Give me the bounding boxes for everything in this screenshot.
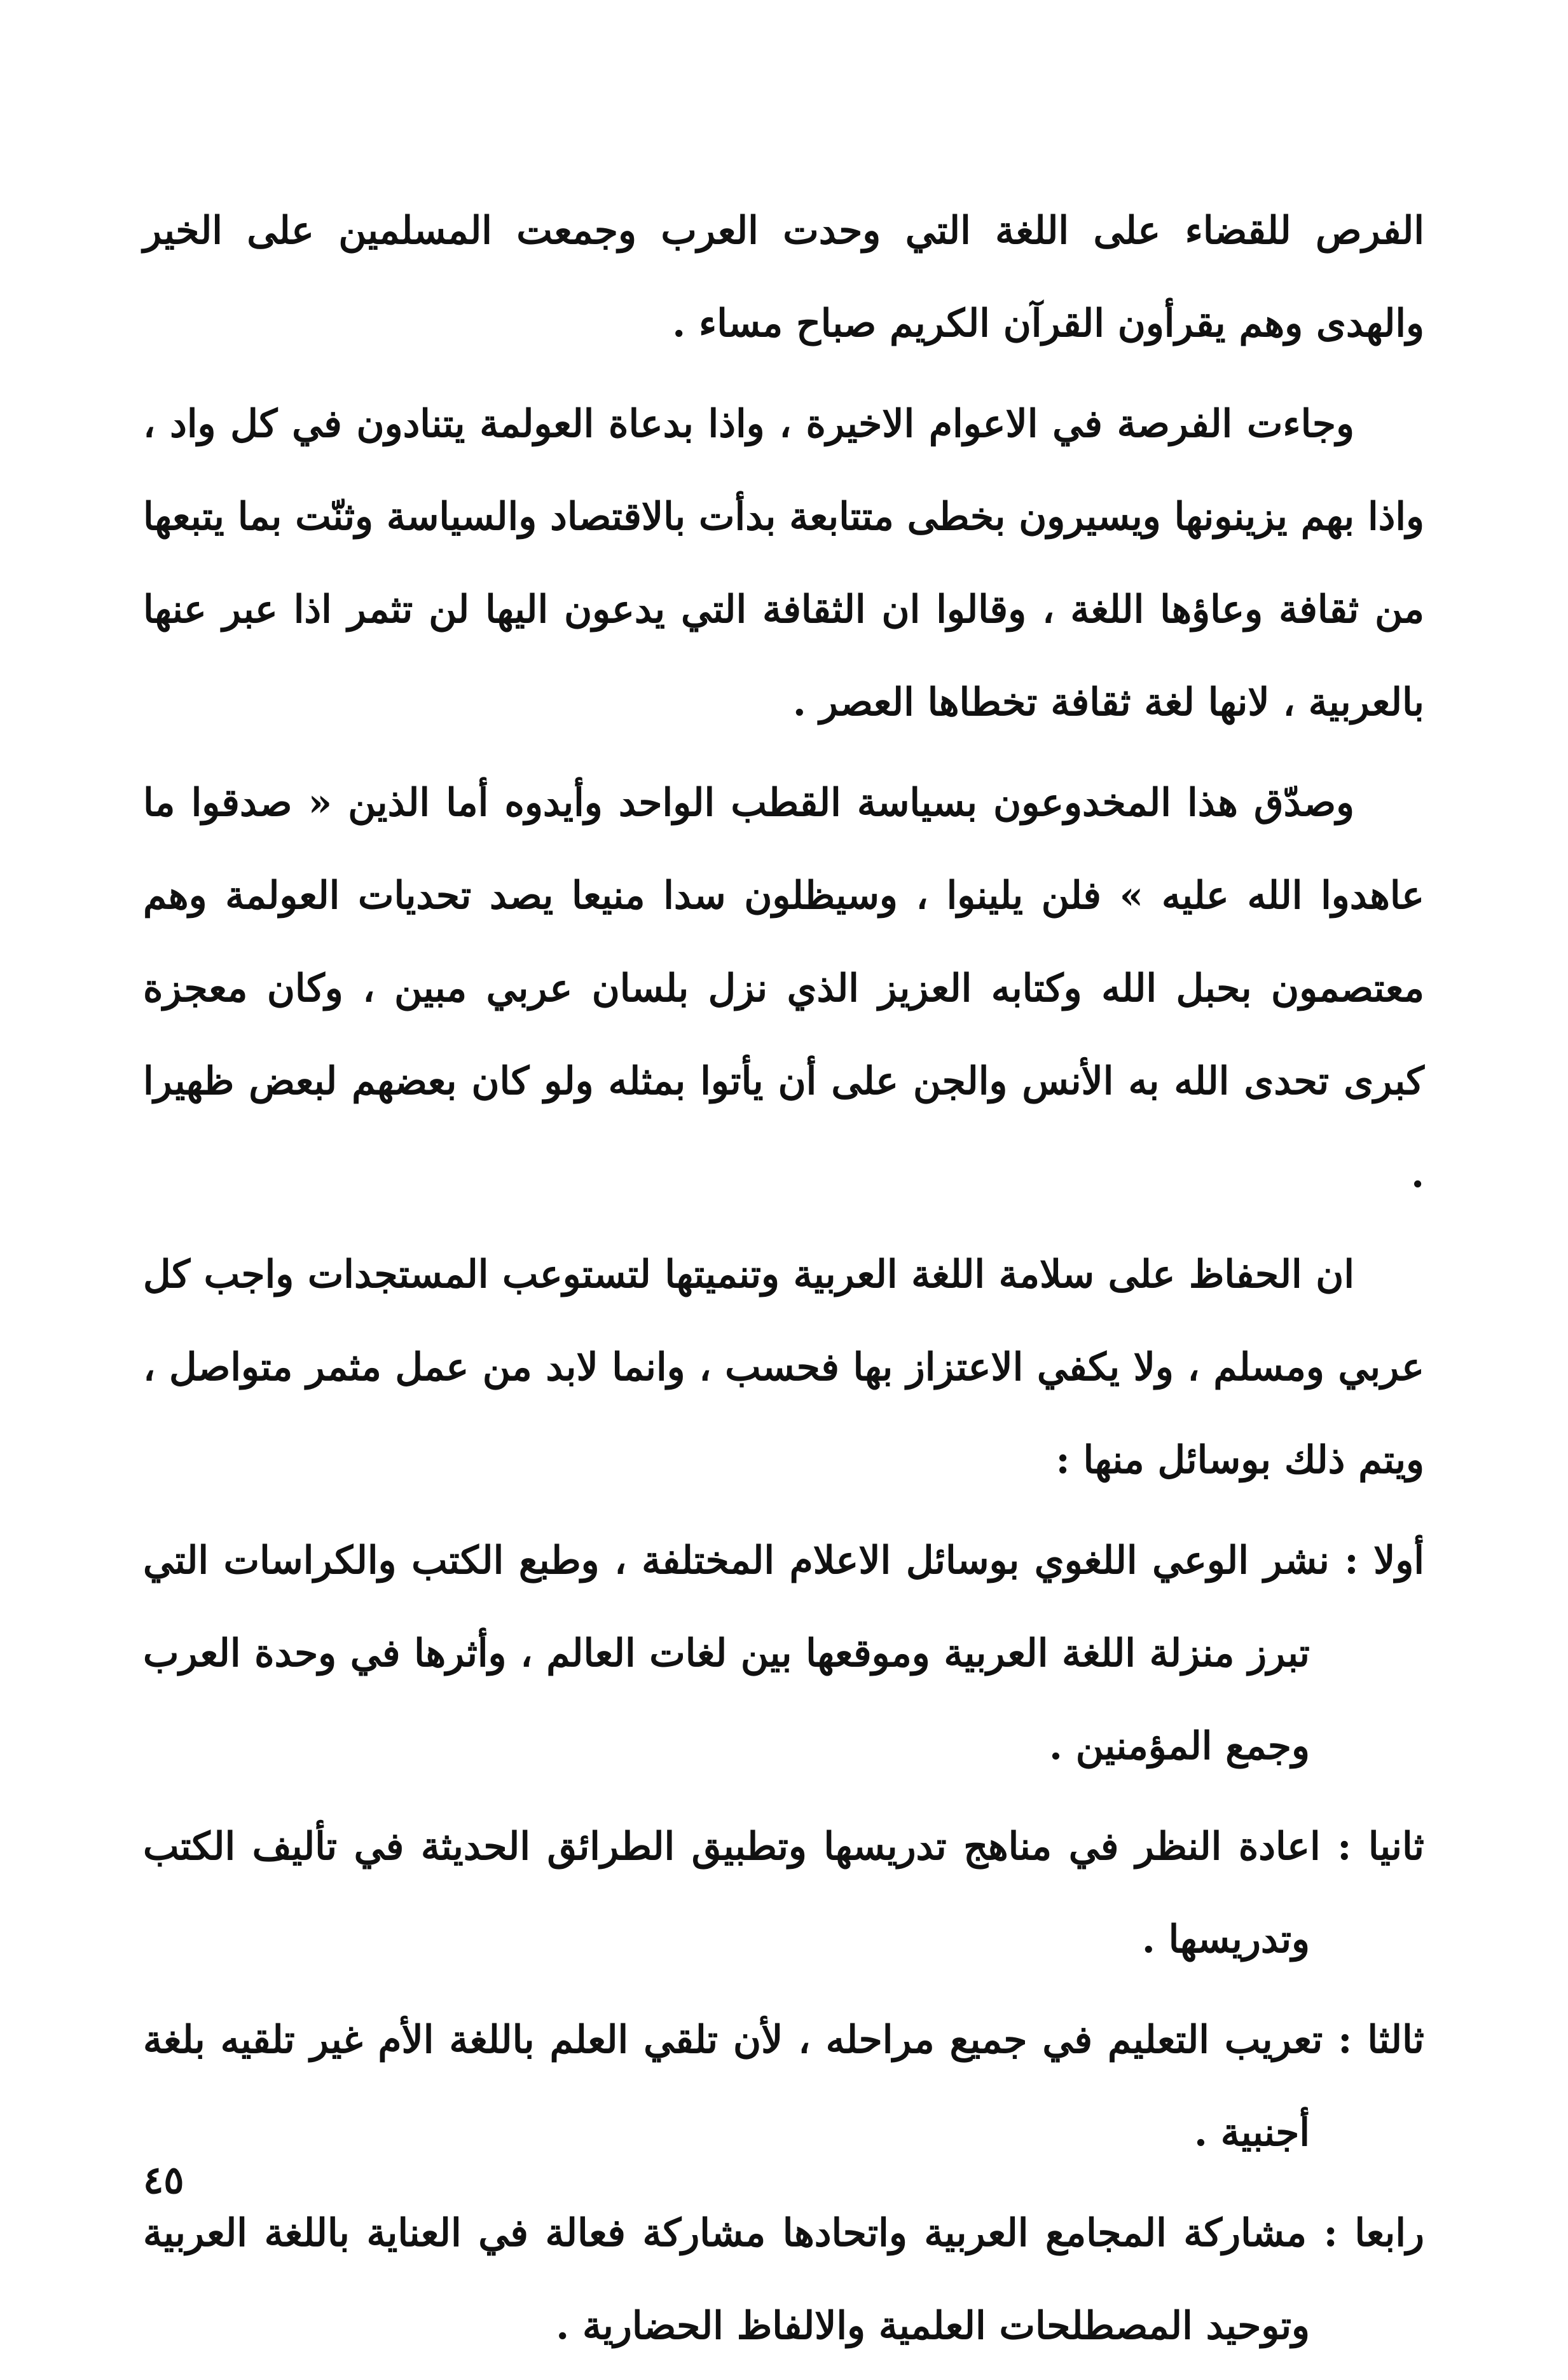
list-item: أولا : نشر الوعي اللغوي بوسائل الاعلام المختلفة ، وطبع الكتب والكراسات التي تبرز منزلة اللغة العربية وموقعها بين لغات العالم ، وأثرها في وحدة العرب وجمع المؤمنين . [143,1538,1424,1768]
list-item: ثانيا : اعادة النظر في مناهج تدريسها وتطبيق الطرائق الحديثة في تأليف الكتب وتدريسها . [143,1824,1424,1962]
paragraph: وصدّق هذا المخدوعون بسياسة القطب الواحد وأيدوه أما الذين « صدقوا ما عاهدوا الله عليه » فلن يلينوا ، وسيظلون سدا منيعا يصد تحديات العولمة وهم معتصمون بحبل الله وكتابه العزيز الذي نزل بلسان عربي مبين ، وكان معجزة كبرى تحدى الله به الأنس والجن على أن يأتوا بمثله ولو كان بعضهم لبعض ظهيرا . [143,781,1425,1196]
page-number: ٤٥ [143,2158,184,2203]
paragraph: الفرص للقضاء على اللغة التي وحدت العرب وجمعت المسلمين على الخير والهدى وهم يقرأون القرآن الكريم صباح مساء . [143,209,1424,346]
body-text [143,184,1424,2380]
list-item: ثالثا : تعريب التعليم في جميع مراحله ، لأن تلقي العلم باللغة الأم غير تلقيه بلغة أجنبية . [143,2018,1424,2155]
list-item: رابعا : مشاركة المجامع العربية واتحادها مشاركة فعالة في العناية باللغة العربية وتوحيد المصطلحات العلمية والالفاظ الحضارية . [143,2211,1424,2348]
paragraph: وجاءت الفرصة في الاعوام الاخيرة ، واذا بدعاة العولمة يتنادون في كل واد ، واذا بهم يزينونها ويسيرون بخطى متتابعة بدأت بالاقتصاد والسياسة وثنّت بما يتبعها من ثقافة وعاؤها اللغة ، وقالوا ان الثقافة التي يدعون اليها لن تثمر اذا عبر عنها بالعربية ، لانها لغة ثقافة تخطاها العصر . [143,402,1425,725]
paragraph: ان الحفاظ على سلامة اللغة العربية وتنميتها لتستوعب المستجدات واجب كل عربي ومسلم ، ولا يكفي الاعتزاز بها فحسب ، وانما لابد من عمل مثمر متواصل ، ويتم ذلك بوسائل منها : [143,1252,1424,1482]
